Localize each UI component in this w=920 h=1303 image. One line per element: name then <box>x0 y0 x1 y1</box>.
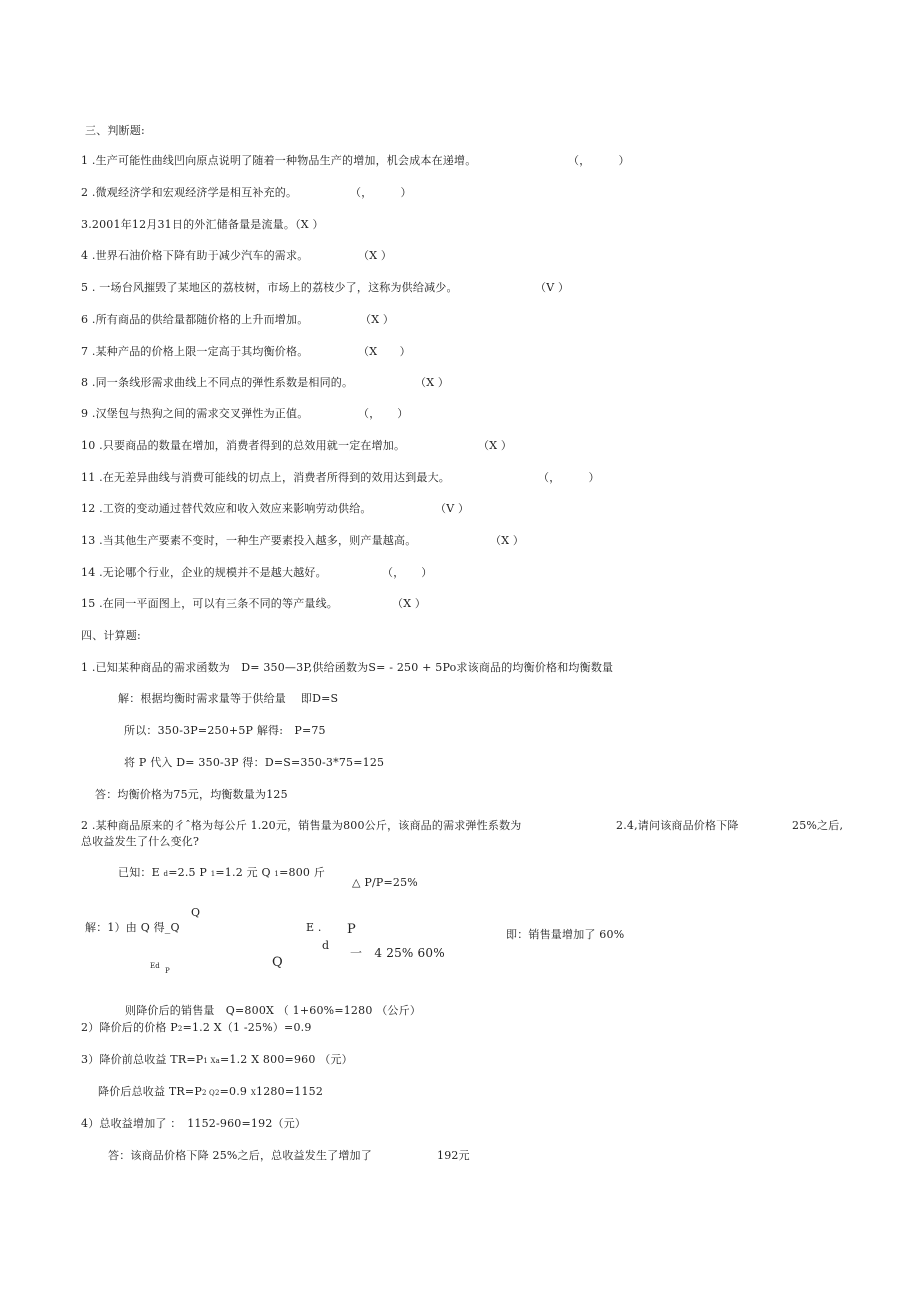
calc-q1-answer: 答：均衡价格为75元，均衡数量为125 <box>95 788 288 801</box>
calc-q2-final-b: 192元 <box>437 1149 470 1162</box>
step3-after-result: 1280=1152 <box>256 1085 324 1098</box>
q3-item-14: 14 .无论哪个行业，企业的规模并不是越大越好。 <box>81 566 327 579</box>
step3-sub: 1 <box>203 1057 211 1065</box>
q3-answer-7: （X ） <box>358 345 411 358</box>
q3-answer-5: （V ） <box>535 281 570 294</box>
q3-answer-2: （， ） <box>350 186 412 199</box>
q3-item-9: 9 .汉堡包与热狗之间的需求交叉弹性为正值。 <box>81 407 309 420</box>
q3-answer-8: （X ） <box>415 376 450 389</box>
q3-item-8: 8 .同一条线形需求曲线上不同点的弹性系数是相同的。 <box>81 376 354 389</box>
calc-q2-step3-after <box>98 1085 323 1100</box>
q3-item-11: 11 .在无差异曲线与消费可能线的切点上，消费者所得到的效用达到最大。 <box>81 471 450 484</box>
frac-e-label: E . <box>306 921 322 934</box>
q3-item-5: 5 . 一场台风摧毁了某地区的荔枝树，市场上的荔枝少了，这称为供给减少。 <box>81 281 458 294</box>
calc-q2-question-c: 25%之后, <box>792 819 844 832</box>
calc-q2-step3 <box>81 1053 353 1068</box>
q3-answer-12: （V ） <box>435 502 470 515</box>
step3-sub-b: Xa <box>210 1057 220 1065</box>
q3-item-7: 7 .某种产品的价格上限一定高于其均衡价格。 <box>81 345 309 358</box>
known-q-sub: 1 <box>274 870 280 878</box>
calc-q1-step2: 将 P 代入 D= 350-3P 得：D=S=350-3*75=125 <box>124 756 385 769</box>
calc-q2-question-b: 2.4,请问该商品价格下降 <box>616 819 739 832</box>
q3-item-12: 12 .工资的变动通过替代效应和收入效应来影响劳动供给。 <box>81 502 372 515</box>
q3-answer-15: （X ） <box>392 597 427 610</box>
step2-text: 2）降价后的价格 P <box>81 1021 178 1034</box>
step3-text: 3）降价前总收益 TR=P <box>81 1053 204 1066</box>
known-p-sub: 1 <box>210 870 216 878</box>
section3-title: 三、判断题: <box>85 124 145 137</box>
frac-p-label: P <box>347 922 356 937</box>
calc-q1-question: 1 .已知某种商品的需求函数为 D= 350—3P,供给函数为S= - 250 + 5Po求该商品的均衡价格和均衡数量 <box>81 661 614 674</box>
calc-q2-delta: △ P/P=25% <box>352 876 418 889</box>
known-e-sub: d <box>163 870 169 878</box>
step3-value: =1.2 X 800=960 （元） <box>220 1053 353 1066</box>
step3-after-sub: 2 <box>201 1089 210 1097</box>
q3-item-1: 1 .生产可能性曲线凹向原点说明了随着一种物品生产的增加，机会成本在递增。 <box>81 154 477 167</box>
q3-answer-13: （X ） <box>490 534 525 547</box>
q3-answer-14: （， ） <box>382 566 433 579</box>
calc-q2-after-sales: 则降价后的销售量 Q=800X （ 1+60%=1280 （公斤） <box>125 1004 422 1017</box>
q3-item-10: 10 .只要商品的数量在增加，消费者得到的总效用就一定在增加。 <box>81 439 406 452</box>
frac-top-q: Q <box>191 906 201 919</box>
step2-sub: 2 <box>177 1025 183 1033</box>
calc-q2-known <box>118 866 325 881</box>
calc-q2-question-line2: 总收益发生了什么变化? <box>81 835 200 848</box>
calc-q2-step2 <box>81 1021 312 1036</box>
q3-item-13: 13 .当其他生产要素不变时，一种生产要素投入越多，则产量越高。 <box>81 534 417 547</box>
frac-ed: Ed <box>150 962 160 970</box>
step2-value: =1.2 X（1 -25%）=0.9 <box>182 1021 312 1034</box>
step3-after-text: 降价后总收益 TR=P <box>98 1085 202 1098</box>
step3-after-x: X <box>250 1089 257 1097</box>
calc-q1-step1: 所以：350-3P=250+5P 解得: P=75 <box>124 724 326 737</box>
calc-q2-formula: 一 4 25% 60% <box>350 946 445 960</box>
q3-answer-10: （X ） <box>478 439 513 452</box>
frac-d-label: d <box>322 939 330 952</box>
known-p: =2.5 P <box>168 866 211 879</box>
q3-answer-6: （X ） <box>360 313 395 326</box>
calc-q2-question-a: 2 .某种商品原来的彳ˆ格为每公斤 1.20元，销售量为800公斤，该商品的需求弹性系数为 <box>81 819 522 832</box>
calc-q2-increase: 即：销售量增加了 60% <box>506 928 625 941</box>
known-e: 已知：E <box>118 866 164 879</box>
known-qty: =800 斤 <box>279 866 325 879</box>
q3-item-4: 4 .世界石油价格下降有助于减少汽车的需求。 <box>81 249 309 262</box>
q3-item-6: 6 .所有商品的供给量都随价格的上升而增加。 <box>81 313 309 326</box>
known-q: =1.2 元 Q <box>215 866 275 879</box>
q3-answer-11: （， ） <box>538 471 600 484</box>
step3-after-sub-b: Q2 <box>209 1089 220 1097</box>
frac-q-bottom: Q <box>272 955 283 970</box>
calc-q2-final-a: 答：该商品价格下降 25%之后，总收益发生了增加了 <box>108 1149 372 1162</box>
section4-title: 四、计算题: <box>81 629 141 642</box>
frac-p-sub: P <box>165 967 170 975</box>
q3-answer-1: （， ） <box>568 154 630 167</box>
calc-q2-step4: 4）总收益增加了 ： 1152-960=192（元） <box>81 1117 307 1130</box>
q3-item-2: 2 .微观经济学和宏观经济学是相互补充的。 <box>81 186 298 199</box>
q3-item-15: 15 .在同一平面图上，可以有三条不同的等产量线。 <box>81 597 338 610</box>
calc-q1-solution: 解：根据均衡时需求量等于供给量 即D=S <box>118 692 339 705</box>
q3-answer-4: （X ） <box>358 249 393 262</box>
q3-item-3: 3.2001年12月31日的外汇储备量是流量。（X ） <box>81 218 324 231</box>
q3-answer-9: （， ） <box>358 407 409 420</box>
calc-q2-sol1-label: 解：1）由 Q 得_Q <box>85 921 180 934</box>
step3-after-value: =0.9 <box>219 1085 251 1098</box>
